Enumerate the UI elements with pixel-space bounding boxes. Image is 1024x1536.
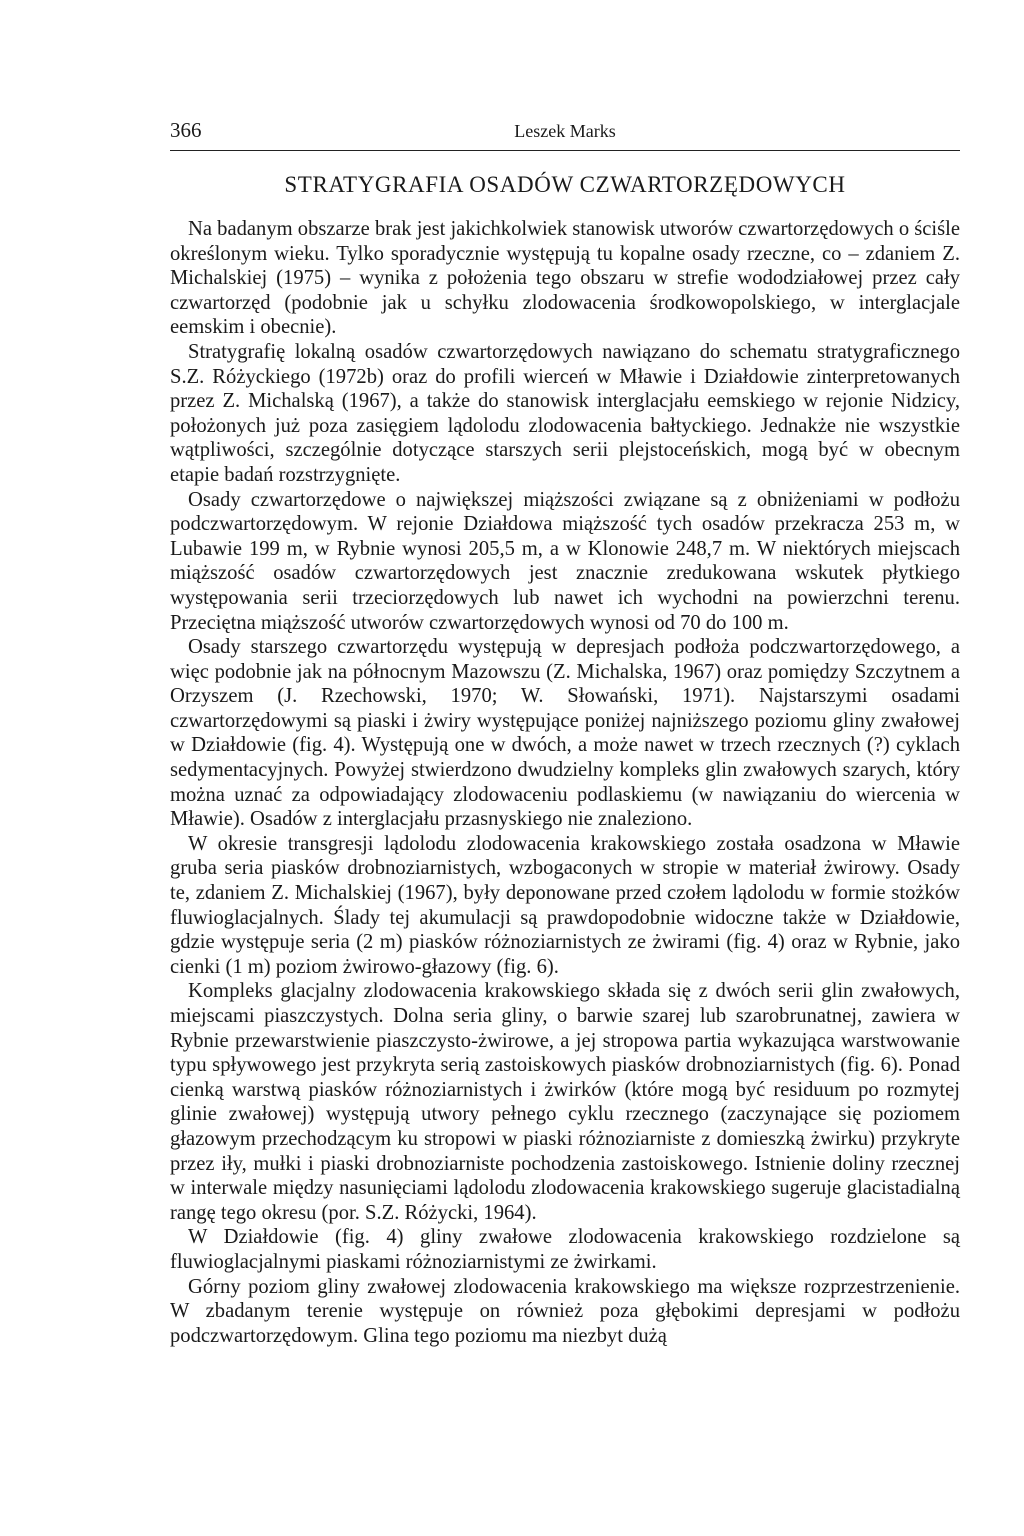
paragraph: Osady starszego czwartorzędu występują w depresjach podłoża podczwartorzędowego, a więc podobnie jak na północnym Mazowszu (Z. Michalska, 1967) oraz pomiędzy Szczytnem a Orzyszem (J. Rzechowski, 1970; W. Słowański, 1971). Najstarszymi osadami czwartorzędowymi są piaski i żwiry występujące poniżej najniższego poziomu gliny zwałowej w Działdowie (fig. 4). Występują one w dwóch, a może nawet w trzech rzecznych (?) cyklach sedymentacyjnych. Powyżej stwierdzono dwudzielny kompleks glin zwałowych szarych, który można uznać za odpowiadający zlodowaceniu podlaskiemu (w nawiązaniu do wiercenia w Mławie). Osadów z interglacjału przasnyskiego nie znaleziono. (170, 636, 960, 831)
paragraph: Kompleks glacjalny zlodowacenia krakowskiego składa się z dwóch serii glin zwałowych, miejscami piaszczystych. Dolna seria gliny, o barwie szarej lub szarobrunatnej, zawiera w Rybnie przewarstwienie piaszczysto-żwirowe, a jej stropowa partia wykazująca warstwowanie typu spływowego jest przykryta serią zastoiskowych piasków drobnoziarnistych (fig. 6). Ponad cienką warstwą piasków różnoziarnistych i żwirków (które mogą być residuum po rozmytej glinie zwałowej) występują utwory pełnego cyklu rzecznego (zaczynające się poziomem głazowym przechodzącym ku stropowi w piaski różnoziarniste z domieszką żwirku) przykryte przez iły, mułki i piaski drobnoziarniste pochodzenia zastoiskowego. Istnienie doliny rzecznej w interwale między nasunięciami lądolodu zlodowacenia krakowskiego sugeruje glacistadialną rangę tego okresu (por. S.Z. Różycki, 1964). (170, 980, 960, 1224)
paragraph: W Działdowie (fig. 4) gliny zwałowe zlodowacenia krakowskiego rozdzielone są fluwioglacjalnymi piaskami różnoziarnistymi ze żwirkami. (170, 1226, 960, 1273)
paragraph: Osady czwartorzędowe o największej miąższości związane są z obniżeniami w podłożu podczwartorzędowym. W rejonie Działdowa miąższość tych osadów przekracza 253 m, w Lubawie 199 m, w Rybnie wynosi 205,5 m, a w Klonowie 248,7 m. W niektórych miejscach miąższość osadów czwartorzędowych jest znacznie zredukowana wskutek płytkiego występowania serii trzeciorzędowych lub nawet ich wychodni na powierzchni terenu. Przeciętna miąższość utworów czwartorzędowych wynosi od 70 do 100 m. (170, 488, 960, 634)
paragraph: Na badanym obszarze brak jest jakichkolwiek stanowisk utworów czwartorzędowych o ściśle określonym wieku. Tylko sporadycznie występują tu kopalne osady rzeczne, co – zdaniem Z. Michalskiej (1975) – wynika z położenia tego obszaru w strefie wododziałowej przez cały czwartorzęd (podobnie jak u schyłku zlodowacenia środkowopolskiego, w interglacjale eemskim i obecnie). (170, 218, 961, 339)
body-text (170, 217, 960, 1348)
running-header (170, 116, 960, 151)
section-title: STRATYGRAFIA OSADÓW CZWARTORZĘDOWYCH (284, 172, 846, 197)
paragraph: W okresie transgresji lądolodu zlodowacenia krakowskiego została osadzona w Mławie gruba seria piasków drobnoziarnistych, wzbogaconych w stropie w materiał żwirowy. Osady te, zdaniem Z. Michalskiej (1967), były deponowane przed czołem lądolodu w formie stożków fluwioglacjalnych. Ślady tej akumulacji są prawdopodobnie widoczne także w Działdowie, gdzie występuje seria (2 m) piasków różnoziarnistych ze żwirami (fig. 4) oraz w Rybnie, jako cienki (1 m) poziom żwirowo-głazowy (fig. 6). (170, 832, 960, 978)
running-header-author: Leszek Marks (514, 121, 616, 141)
page-number: 366 (170, 118, 202, 142)
paragraph: Stratygrafię lokalną osadów czwartorzędowych nawiązano do schematu stratygraficznego S.Z. Różyckiego (1972b) oraz do profili wierceń w Mławie i Działdowie zinterpretowanych przez Z. Michalską (1967), a także do stanowisk interglacjału eemskiego w rejonie Nidzicy, położonych już poza zasięgiem lądolodu zlodowacenia bałtyckiego. Jednakże nie wszystkie wątpliwości, szczególnie dotyczące starszych serii plejstoceńskich, mogą być w obecnym etapie badań rozstrzygnięte. (170, 340, 960, 486)
paragraph: Górny poziom gliny zwałowej zlodowacenia krakowskiego ma większe rozprzestrzenienie. W zbadanym terenie występuje on również poza głębokimi depresjami w podłożu podczwartorzędowym. Glina tego poziomu ma niezbyt dużą (170, 1275, 960, 1347)
